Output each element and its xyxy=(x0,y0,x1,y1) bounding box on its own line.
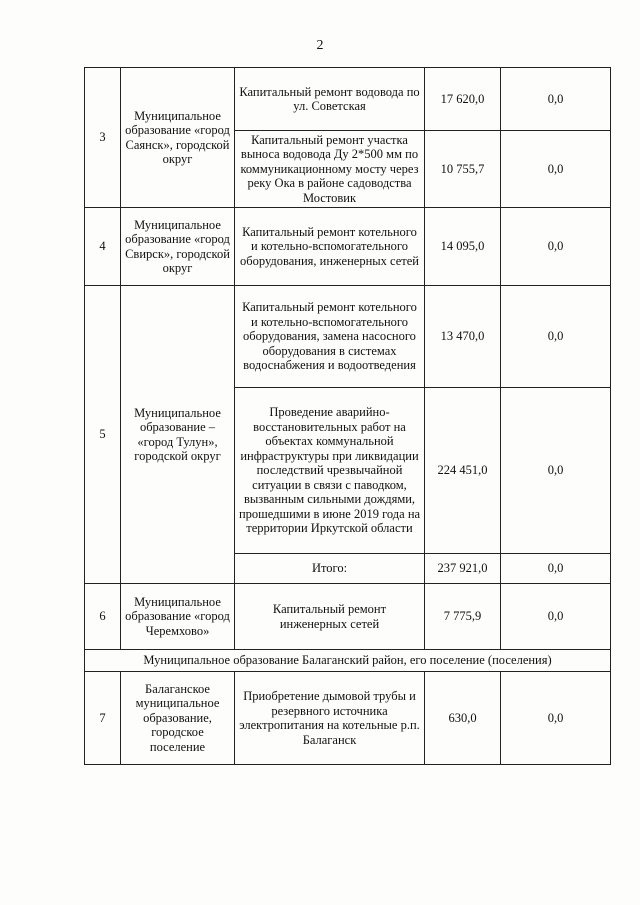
table-row xyxy=(85,584,611,650)
row-number: 7 xyxy=(85,672,121,765)
work-description: Проведение аварийно-восстановительных работ на объектах коммунальной инфраструктуры при ликвидации последствий чрезвычайной ситуации в связи с паводком, вызванным сильными дождями, прошедшими в июне 2019 года на территории Иркутской области xyxy=(235,388,425,554)
total-amount: 237 921,0 xyxy=(425,554,501,584)
other-amount-cell: 0,0 xyxy=(501,584,611,650)
row-number: 6 xyxy=(85,584,121,650)
municipality-cell: Муниципальное образование «город Свирск», городской округ xyxy=(121,208,235,286)
section-header-row xyxy=(85,650,611,672)
amount-cell: 224 451,0 xyxy=(425,388,501,554)
other-amount-cell: 0,0 xyxy=(501,388,611,554)
other-amount-cell: 0,0 xyxy=(501,131,611,208)
page-number: 2 xyxy=(316,38,324,53)
other-amount-cell: 0,0 xyxy=(501,68,611,131)
table-row xyxy=(85,68,611,131)
row-number: 4 xyxy=(85,208,121,286)
funding-table xyxy=(84,67,611,765)
amount-cell: 17 620,0 xyxy=(425,68,501,131)
amount-cell: 14 095,0 xyxy=(425,208,501,286)
other-amount-cell: 0,0 xyxy=(501,286,611,388)
total-label: Итого: xyxy=(235,554,425,584)
work-description: Капитальный ремонт котельного и котельно-вспомогательного оборудования, инженерных сетей xyxy=(235,208,425,286)
total-other-amount: 0,0 xyxy=(501,554,611,584)
work-description: Капитальный ремонт котельного и котельно-вспомогательного оборудования, замена насосного оборудования в системах водоснабжения и водоотведения xyxy=(235,286,425,388)
municipality-cell: Муниципальное образование – «город Тулун», городской округ xyxy=(121,286,235,584)
work-description: Капитальный ремонт водовода по ул. Советская xyxy=(235,68,425,131)
municipality-cell: Муниципальное образование «город Черемхово» xyxy=(121,584,235,650)
other-amount-cell: 0,0 xyxy=(501,672,611,765)
table-row xyxy=(85,286,611,388)
amount-cell: 7 775,9 xyxy=(425,584,501,650)
work-description: Капитальный ремонт инженерных сетей xyxy=(235,584,425,650)
table-row xyxy=(85,672,611,765)
row-number: 5 xyxy=(85,286,121,584)
section-header: Муниципальное образование Балаганский район, его поселение (поселения) xyxy=(85,650,611,672)
amount-cell: 10 755,7 xyxy=(425,131,501,208)
work-description: Капитальный ремонт участка выноса водовода Ду 2*500 мм по коммуникационному мосту через реку Ока в районе садоводства Мостовик xyxy=(235,131,425,208)
other-amount-cell: 0,0 xyxy=(501,208,611,286)
table-row xyxy=(85,208,611,286)
work-description: Приобретение дымовой трубы и резервного источника электропитания на котельные р.п. Балаганск xyxy=(235,672,425,765)
amount-cell: 630,0 xyxy=(425,672,501,765)
amount-cell: 13 470,0 xyxy=(425,286,501,388)
municipality-cell: Муниципальное образование «город Саянск», городской округ xyxy=(121,68,235,208)
municipality-cell: Балаганское муниципальное образование, городское поселение xyxy=(121,672,235,765)
row-number: 3 xyxy=(85,68,121,208)
